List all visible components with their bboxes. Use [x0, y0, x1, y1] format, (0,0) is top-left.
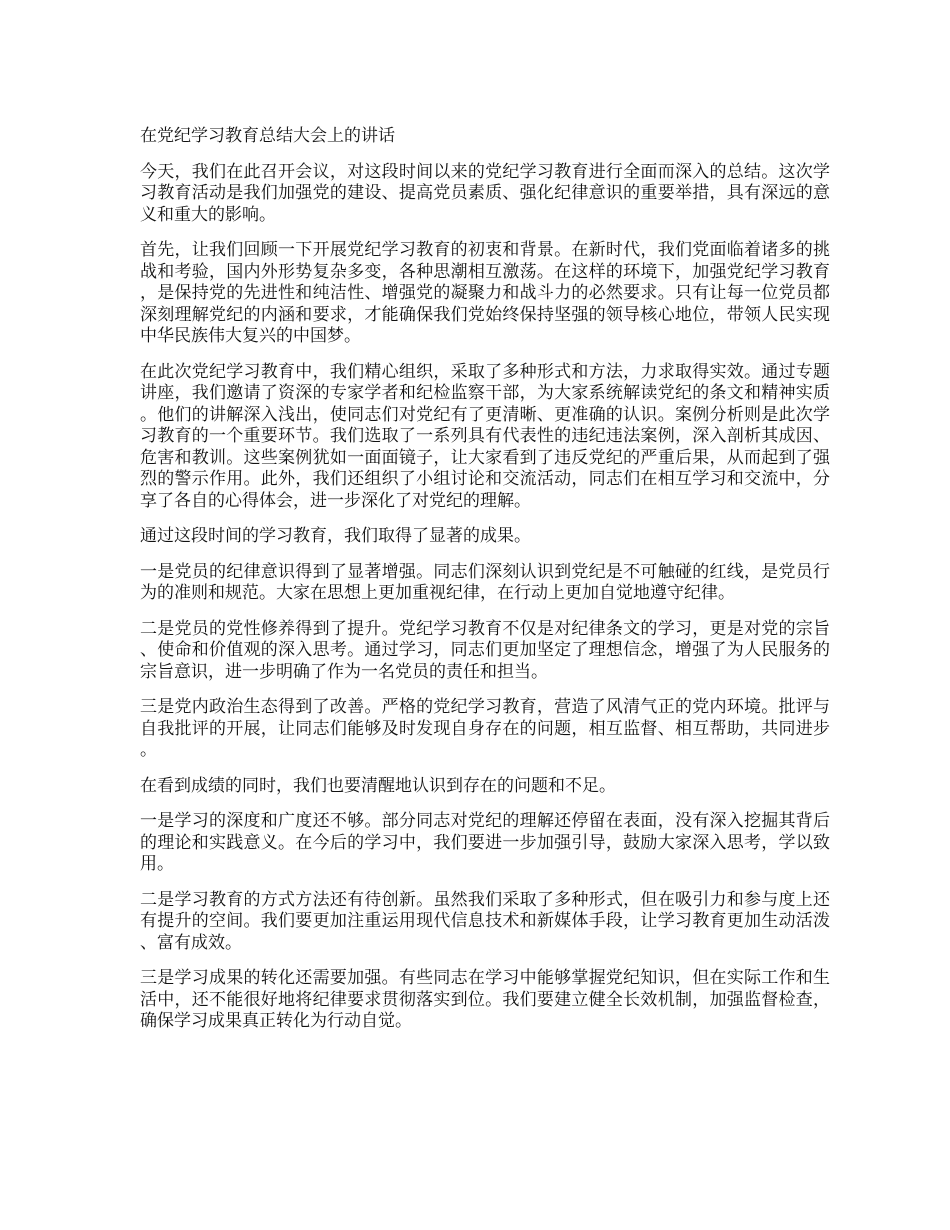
paragraph-10: 二是学习教育的方式方法还有待创新。虽然我们采取了多种形式，但在吸引力和参与度上还有提升的空间。我们要更加注重运用现代信息技术和新媒体手段，让学习教育更加生动活泼、富有成效。: [140, 889, 830, 953]
document-page: [140, 126, 830, 1047]
paragraph-7: 三是党内政治生态得到了改善。严格的党纪学习教育，营造了风清气正的党内环境。批评与自我批评的开展，让同志们能够及时发现自身存在的问题，相互监督、相互帮助，共同进步。: [140, 697, 830, 760]
paragraph-2: 首先，让我们回顾一下开展党纪学习教育的初衷和背景。在新时代，我们党面临着诸多的挑战和考验，国内外形势复杂多变，各种思潮相互激荡。在这样的环境下，加强党纪学习教育，是保持党的先进性和纯洁性、增强党的凝聚力和战斗力的必然要求。只有让每一位党员都深刻理解党纪的内涵和要求，才能确保我们党始终保持坚强的领导核心地位，带领人民实现中华民族伟大复兴的中国梦。: [140, 240, 830, 346]
paragraph-8: 在看到成绩的同时，我们也要清醒地认识到存在的问题和不足。: [140, 775, 616, 796]
paragraph-11: 三是学习成果的转化还需要加强。有些同志在学习中能够掌握党纪知识，但在实际工作和生活中，还不能很好地将纪律要求贯彻落实到位。我们要建立健全长效机制，加强监督检查，确保学习成果真正转化为行动自觉。: [140, 968, 830, 1031]
document-title: 在党纪学习教育总结大会上的讲话: [140, 126, 395, 146]
paragraph-9: 一是学习的深度和广度还不够。部分同志对党纪的理解还停留在表面，没有深入挖掘其背后的理论和实践意义。在今后的学习中，我们要进一步加强引导，鼓励大家深入思考，学以致用。: [140, 811, 830, 874]
paragraph-1: 今天，我们在此召开会议，对这段时间以来的党纪学习教育进行全面而深入的总结。这次学习教育活动是我们加强党的建设、提高党员素质、强化纪律意识的重要举措，具有深远的意义和重大的影响。: [140, 161, 830, 225]
paragraph-6: 二是党员的党性修养得到了提升。党纪学习教育不仅是对纪律条文的学习，更是对党的宗旨、使命和价值观的深入思考。通过学习，同志们更加坚定了理想信念，增强了为人民服务的宗旨意识，进一步明确了作为一名党员的责任和担当。: [140, 618, 830, 682]
paragraph-3: 在此次党纪学习教育中，我们精心组织，采取了多种形式和方法，力求取得实效。通过专题讲座，我们邀请了资深的专家学者和纪检监察干部，为大家系统解读党纪的条文和精神实质。他们的讲解深入浅出，使同志们对党纪有了更清晰、更准确的认识。案例分析则是此次学习教育的一个重要环节。我们选取了一系列具有代表性的违纪违法案例，深入剖析其成因、危害和教训。这些案例犹如一面面镜子，让大家看到了违反党纪的严重后果，从而起到了强烈的警示作用。此外，我们还组织了小组讨论和交流活动，同志们在相互学习和交流中，分享了各自的心得体会，进一步深化了对党纪的理解。: [140, 361, 830, 511]
paragraph-4: 通过这段时间的学习教育，我们取得了显著的成果。: [140, 526, 531, 546]
paragraph-5: 一是党员的纪律意识得到了显著增强。同志们深刻认识到党纪是不可触碰的红线，是党员行为的准则和规范。大家在思想上更加重视纪律，在行动上更加自觉地遵守纪律。: [140, 561, 830, 603]
